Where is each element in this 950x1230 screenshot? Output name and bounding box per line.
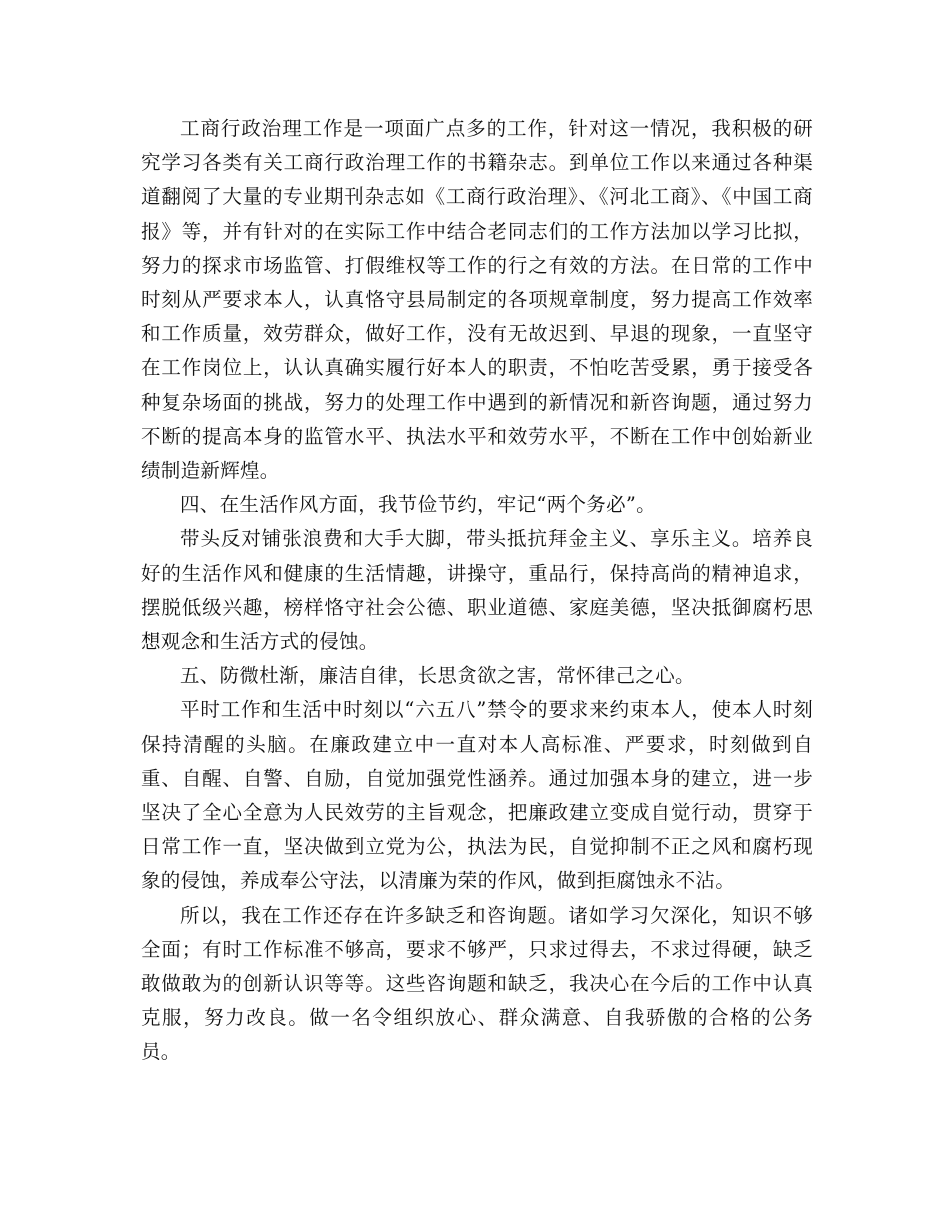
paragraph-conclusion: 所以，我在工作还存在许多缺乏和咨询题。诸如学习欠深化，知识不够全面；有时工作标准不够高，要求不够严，只求过得去，不求过得硬，缺乏敢做敢为的创新认识等等。这些咨询题和缺乏，我决心在今后的工作中认真克服，努力改良。做一名令组织放心、群众满意、自我骄傲的合格的公务员。 (141, 903, 813, 1064)
heading-integrity: 五、防微杜渐，廉洁自律，长思贪欲之害，常怀律己之心。 (180, 664, 695, 688)
paragraph-lifestyle: 带头反对铺张浪费和大手大脚，带头抵抗拜金主义、享乐主义。培养良好的生活作风和健康的生活情趣，讲操守，重品行，保持高尚的精神追求，摆脱低级兴趣，榜样恪守社会公德、职业道德、家庭美德，坚决抵御腐朽思想观念和生活方式的侵蚀。 (141, 527, 813, 654)
document-body (141, 112, 813, 1070)
heading-lifestyle: 四、在生活作风方面，我节俭节约，牢记“两个务必”。 (180, 493, 656, 517)
paragraph-integrity: 平时工作和生活中时刻以“六五八”禁令的要求来约束本人，使本人时刻保持清醒的头脑。在廉政建立中一直对本人高标准、严要求，时刻做到自重、自醒、自警、自励，自觉加强党性涵养。通过加强本身的建立，进一步坚决了全心全意为人民效劳的主旨观念，把廉政建立变成自觉行动，贯穿于日常工作一直，坚决做到立党为公，执法为民，自觉抑制不正之风和腐朽现象的侵蚀，养成奉公守法，以清廉为荣的作风，做到拒腐蚀永不沾。 (141, 698, 813, 893)
paragraph-work-methods: 工商行政治理工作是一项面广点多的工作，针对这一情况，我积极的研究学习各类有关工商行政治理工作的书籍杂志。到单位工作以来通过各种渠道翻阅了大量的专业期刊杂志如《工商行政治理》、《河北工商》、《中国工商报》等，并有针对的在实际工作中结合老同志们的工作方法加以学习比拟，努力的探求市场监管、打假维权等工作的行之有效的方法。在日常的工作中时刻从严要求本人，认真恪守县局制定的各项规章制度，努力提高工作效率和工作质量，效劳群众，做好工作，没有无故迟到、早退的现象，一直坚守在工作岗位上，认认真确实履行好本人的职责，不怕吃苦受累，勇于接受各种复杂场面的挑战，努力的处理工作中遇到的新情况和新咨询题，通过努力不断的提高本身的监管水平、执法水平和效劳水平，不断在工作中创始新业绩制造新辉煌。 (141, 117, 813, 483)
